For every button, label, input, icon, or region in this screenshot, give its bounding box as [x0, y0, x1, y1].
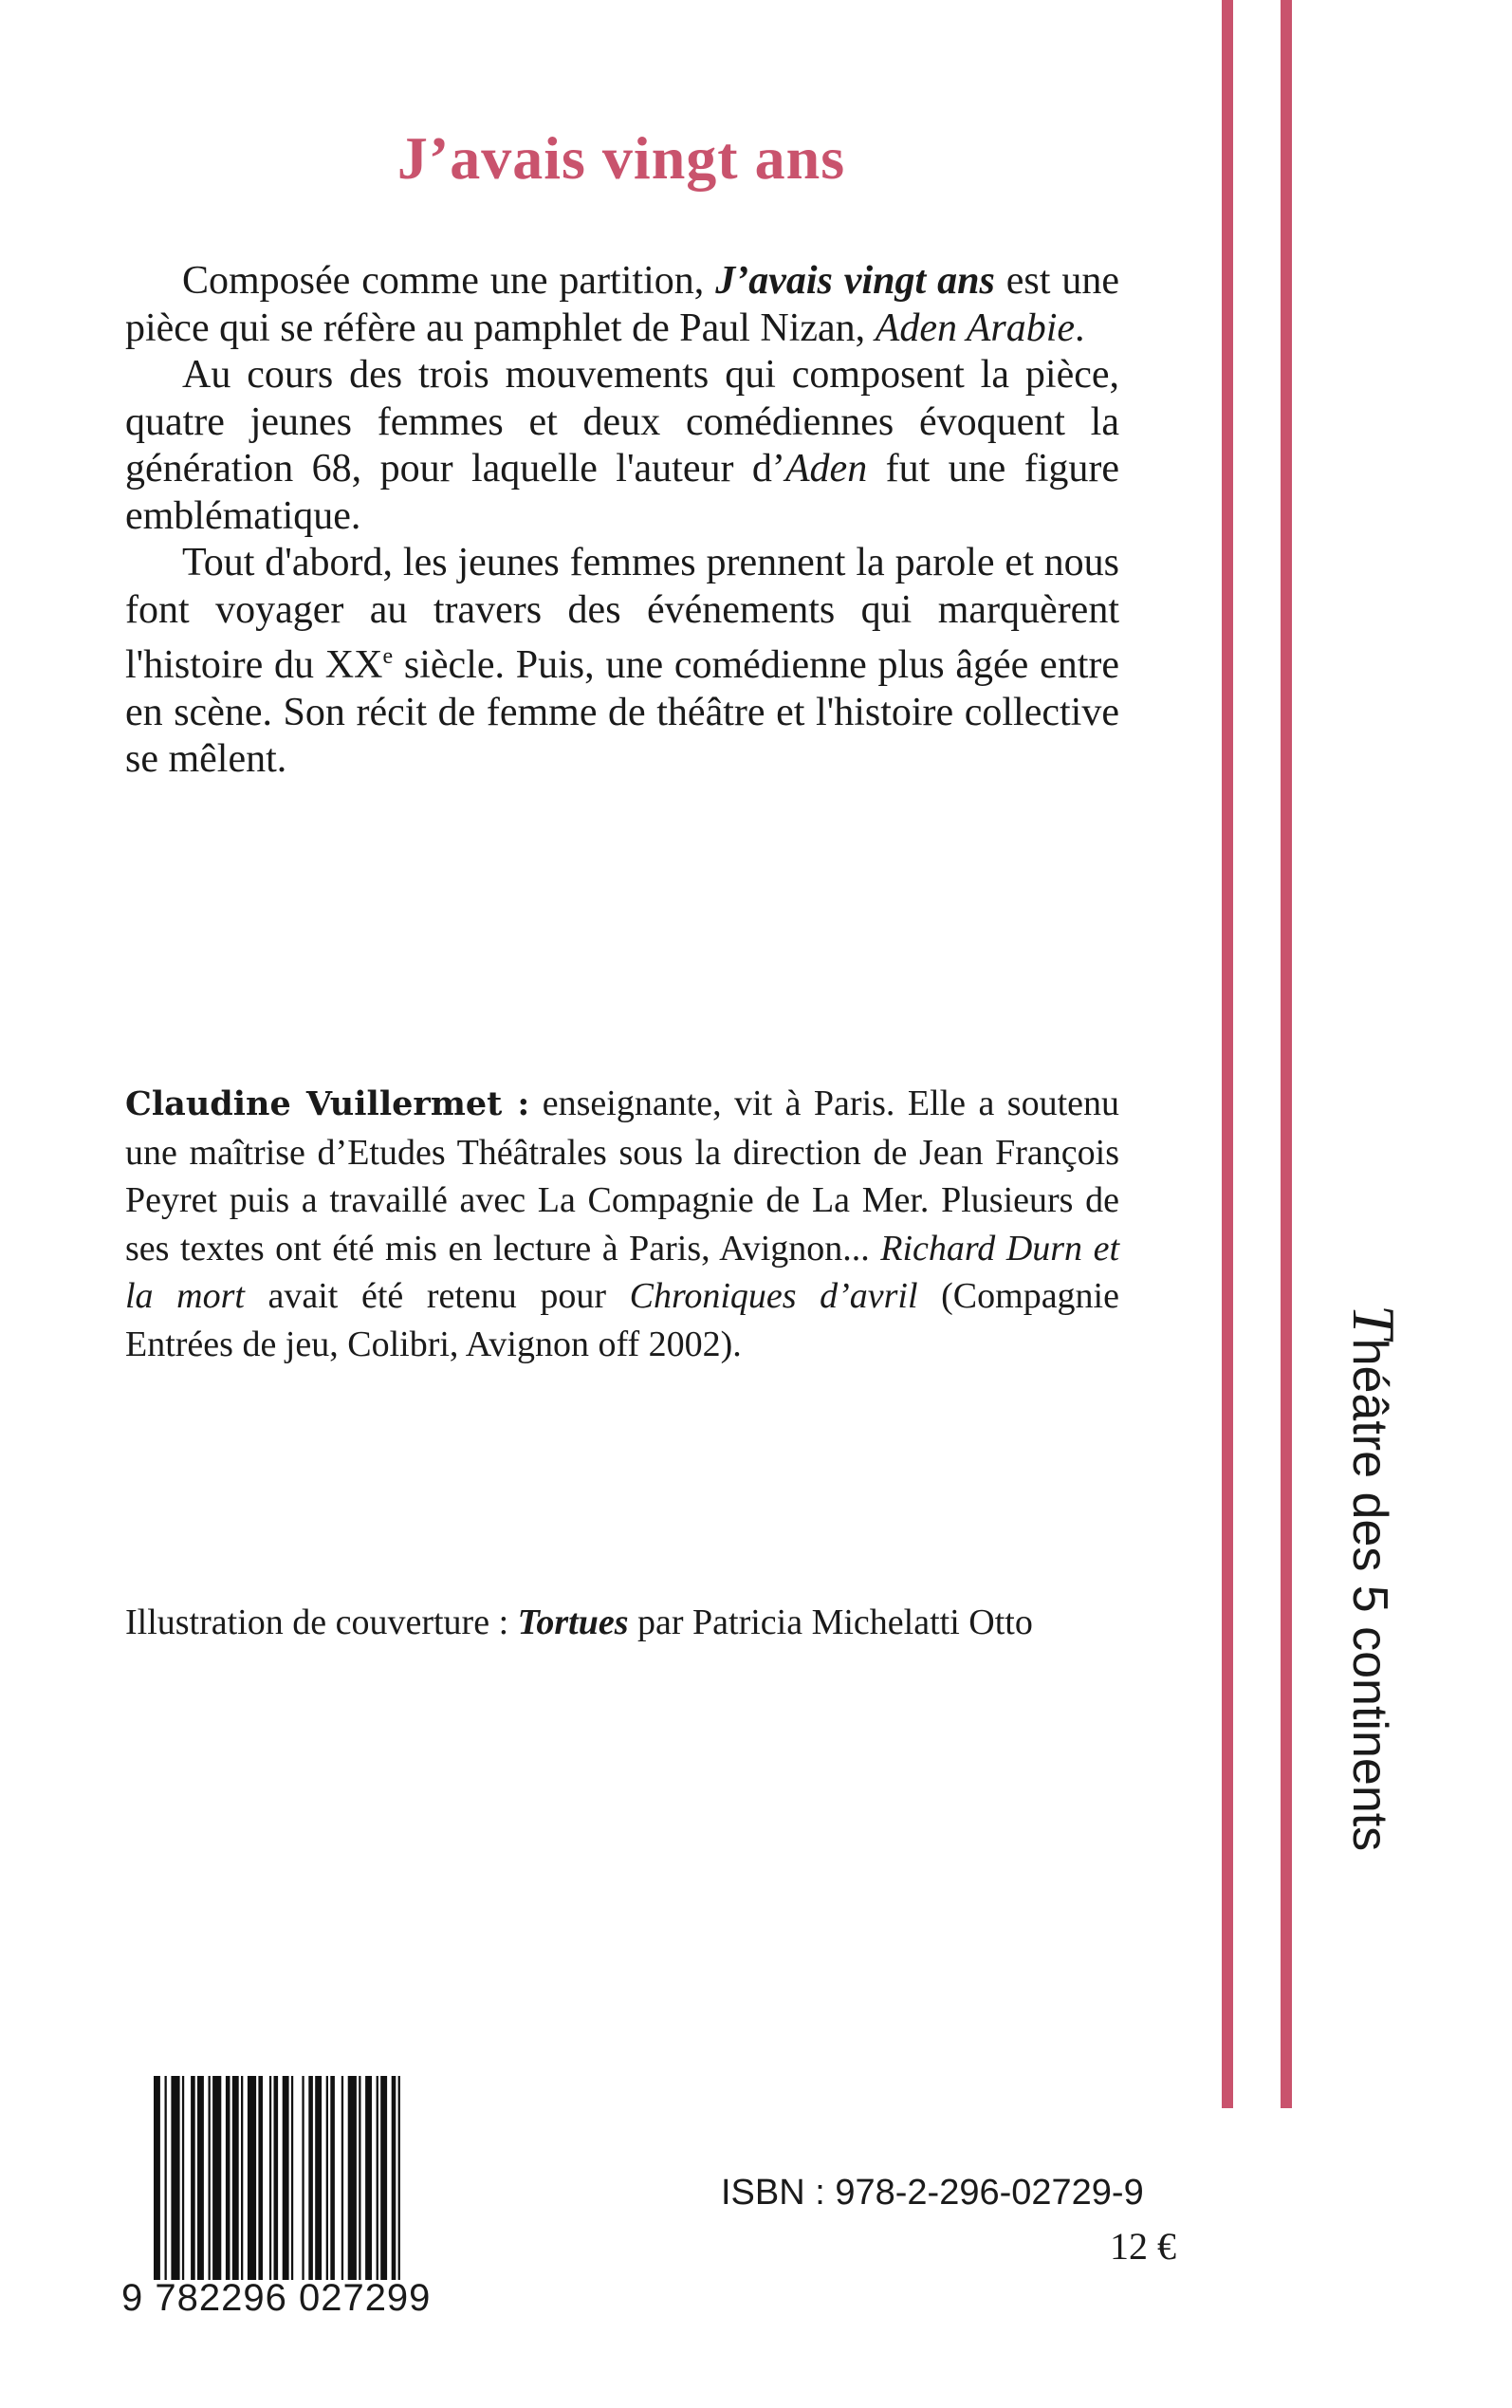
blurb-p1-text: Composée comme une partition, [182, 259, 716, 303]
blurb-p3-text: Tout d'abord, les jeunes femmes prennent la parole et nous font voyager au travers des événements qui marquèrent l'histoire du XX [125, 541, 1119, 687]
blurb-p1-end: . [1075, 306, 1085, 350]
barcode-bar [330, 2076, 335, 2280]
barcode-bar [359, 2076, 360, 2280]
accent-rule-left [1222, 0, 1233, 2108]
price: 12 € [1110, 2225, 1176, 2268]
blurb-p2-text: Au cours des trois mouvements qui composent la pièce, quatre jeunes femmes et deux comédiennes évoquent la génération 68, pour laquelle l'auteur d’ [125, 353, 1119, 491]
barcode-digits: 9 782296 027299 [121, 2277, 432, 2319]
blurb-text [125, 258, 1119, 784]
author-name: Claudine Vuillermet : [125, 1084, 530, 1123]
barcode-bar [269, 2076, 271, 2280]
blurb-p1-title: J’avais vingt ans [715, 259, 995, 303]
barcode-bar [171, 2076, 179, 2280]
blurb-paragraph-2 [125, 352, 1119, 540]
collection-name-text [1340, 1305, 1408, 2111]
illustration-work: Tortues [517, 1602, 629, 1642]
barcode-bar [392, 2076, 396, 2280]
barcode-bar [154, 2076, 160, 2280]
blurb-p1-text-2: est une pièce qui se réfère au pamphlet de Paul Nizan, [125, 259, 1119, 350]
barcode-bar [380, 2076, 387, 2280]
barcode [121, 2076, 550, 2318]
author-work-2: Chroniques d’avril [629, 1276, 918, 1316]
barcode-bar [377, 2076, 378, 2280]
barcode-bar [283, 2076, 289, 2280]
barcode-bar [302, 2076, 304, 2280]
barcode-bar [348, 2076, 357, 2280]
blurb-p3-text-2: siècle. Puis, une comédienne plus âgée entre en scène. Son récit de femme de théâtre et l'histoire collective se mêlent. [125, 643, 1119, 781]
illustration-artist: par Patricia Michelatti Otto [628, 1602, 1033, 1642]
blurb-paragraph-3 [125, 540, 1119, 784]
blurb-p2-text-2: fut une figure emblématique. [125, 447, 1119, 538]
isbn: ISBN : 978-2-296-02729-9 [721, 2173, 1144, 2213]
author-bio-text: enseignante, vit à Paris. Elle a soutenu une maîtrise d’Etudes Théâtrales sous la direction de Jean François Peyret puis a travaillé avec La Compagnie de La Mer. Plusieurs de ses textes ont été mis en lecture à Paris, Avignon... [125, 1084, 1119, 1269]
barcode-bar [182, 2076, 184, 2280]
barcode-bar [258, 2076, 263, 2280]
illustration-label: Illustration de couverture : [125, 1602, 518, 1642]
author-work-1: Richard Durn et la mort [125, 1228, 1120, 1316]
barcode-bar [248, 2076, 256, 2280]
collection-initial: T [1340, 1305, 1408, 1339]
barcode-bar [274, 2076, 279, 2280]
barcode-bar [326, 2076, 328, 2280]
barcode-bar [291, 2076, 293, 2280]
barcode-bar [209, 2076, 211, 2280]
book-title: J’avais vingt ans [396, 124, 846, 192]
barcode-bar [232, 2076, 239, 2280]
blurb-p3-superscript: e [382, 644, 394, 669]
barcode-bar [165, 2076, 167, 2280]
barcode-bar [315, 2076, 322, 2280]
barcode-bar [212, 2076, 221, 2280]
barcode-bar [241, 2076, 243, 2280]
author-bio-text-2: avait été retenu pour [244, 1276, 630, 1316]
barcode-bar [398, 2076, 400, 2280]
author-bio-text-3: (Compagnie Entrées de jeu, Colibri, Avignon off 2002). [125, 1276, 1119, 1364]
barcode-bar [341, 2076, 343, 2280]
barcode-bar [365, 2076, 372, 2280]
illustration-credit [125, 1599, 1119, 1646]
barcode-bar [226, 2076, 230, 2280]
barcode-bars [154, 2076, 550, 2280]
blurb-p2-work: Aden [784, 447, 868, 491]
blurb-paragraph-1 [125, 258, 1119, 352]
collection-name [1340, 1305, 1408, 2111]
blurb-p1-work: Aden Arabie [875, 306, 1076, 350]
author-bio [125, 1080, 1119, 1368]
barcode-bar [191, 2076, 195, 2280]
barcode-bar [308, 2076, 313, 2280]
collection-name-rest: héâtre des 5 continents [1342, 1338, 1397, 1852]
barcode-bar [197, 2076, 204, 2280]
accent-rule-right [1281, 0, 1292, 2108]
